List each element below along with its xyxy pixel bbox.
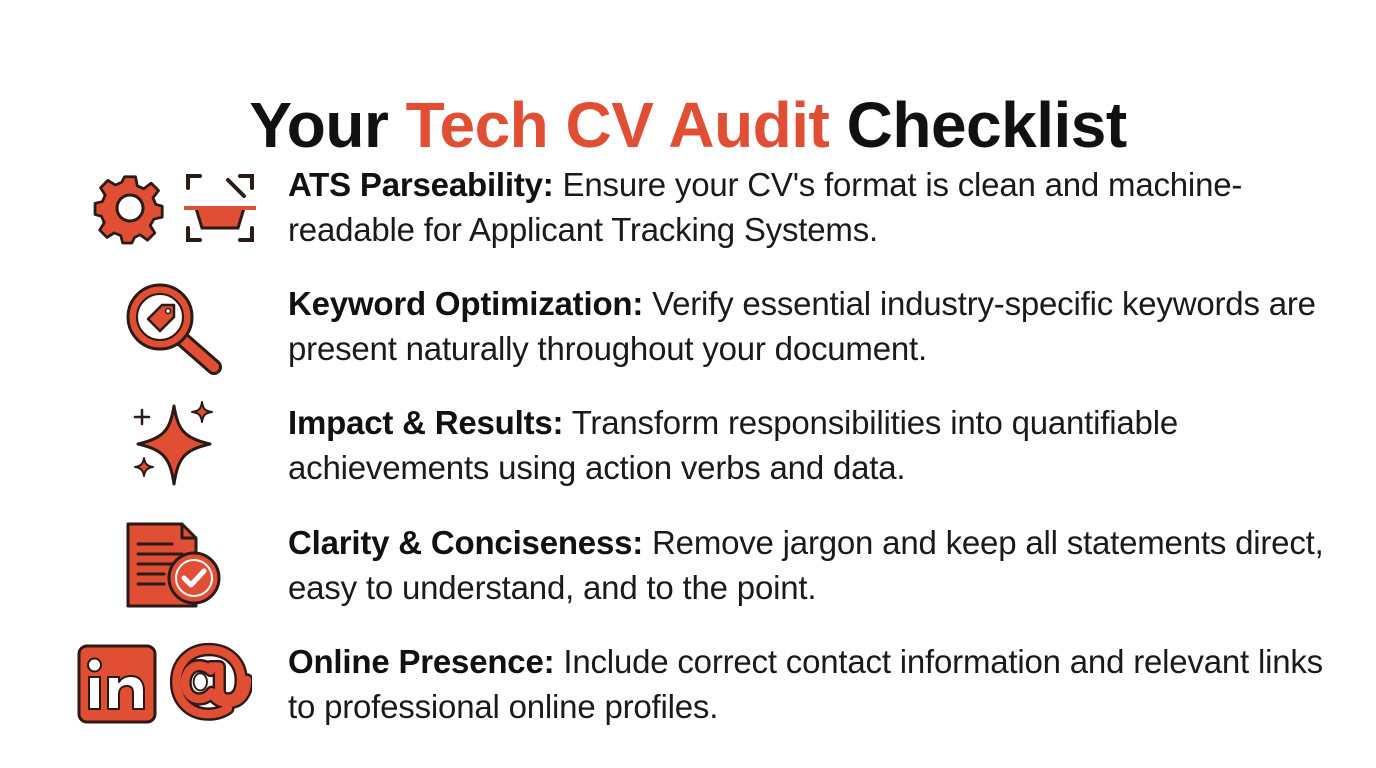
item-body: Remove jargon and keep all statements direct, easy to understand, and to the point. — [288, 524, 1324, 606]
checklist-item-online — [0, 639, 1376, 749]
item-text — [288, 281, 1348, 371]
item-lead: Impact & Results: — [288, 404, 564, 441]
title-part-1: Your — [249, 88, 406, 161]
item-icons — [70, 281, 270, 391]
item-body: Verify essential industry-specific keywords are present naturally throughout your document. — [288, 285, 1316, 367]
item-text — [288, 520, 1348, 610]
page-title — [0, 83, 1376, 167]
checklist-item-keywords — [0, 281, 1376, 391]
sparkle-icon — [128, 400, 220, 490]
checklist-item-clarity — [0, 520, 1376, 630]
magnifier-tag-icon — [118, 281, 230, 377]
item-icons — [70, 400, 270, 510]
item-icons — [70, 520, 270, 630]
item-lead: ATS Parseability: — [288, 166, 554, 203]
gear-icon — [92, 170, 168, 246]
linkedin-icon — [76, 643, 158, 725]
checklist-item-ats — [0, 162, 1376, 272]
item-lead: Clarity & Conciseness: — [288, 524, 644, 561]
checklist-item-impact — [0, 400, 1376, 510]
item-lead: Online Presence: — [288, 643, 555, 680]
title-part-2: Checklist — [829, 88, 1127, 161]
item-icons — [70, 162, 270, 272]
title-accent: Tech CV Audit — [405, 88, 830, 161]
item-text — [288, 639, 1348, 729]
item-body: Transform responsibilities into quantifiable achievements using action verbs and data. — [288, 404, 1178, 486]
scan-icon — [182, 168, 258, 248]
item-text — [288, 162, 1348, 252]
item-body: Include correct contact information and relevant links to professional online profiles. — [288, 643, 1323, 725]
at-sign-icon — [168, 641, 252, 725]
item-icons — [70, 639, 270, 749]
item-lead: Keyword Optimization: — [288, 285, 644, 322]
item-body: Ensure your CV's format is clean and machine-readable for Applicant Tracking Systems. — [288, 166, 1243, 248]
document-check-icon — [124, 520, 224, 612]
item-text — [288, 400, 1348, 490]
